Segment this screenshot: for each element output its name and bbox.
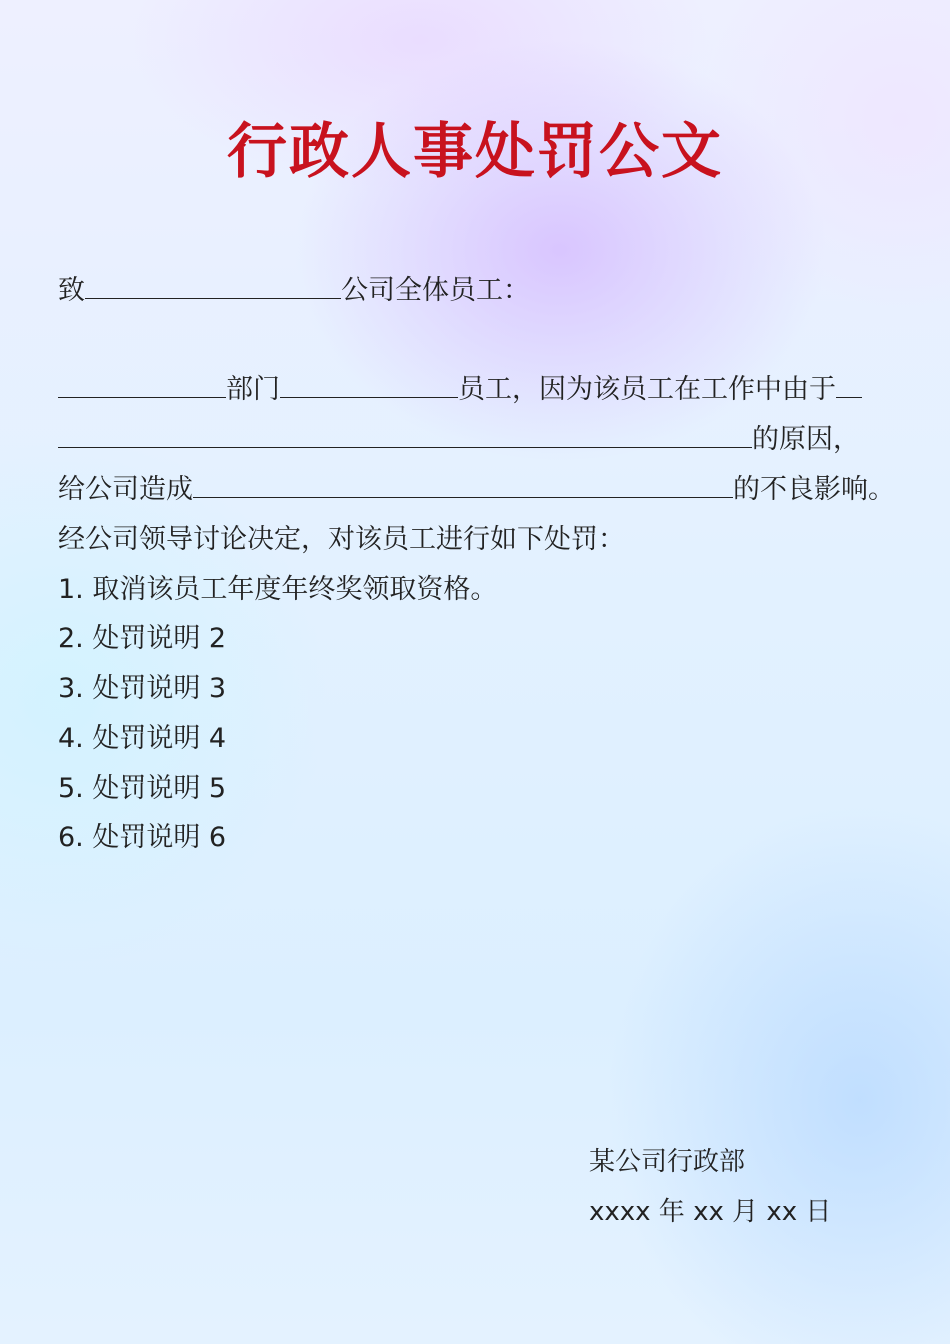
company-name-blank[interactable] xyxy=(85,274,341,299)
department-label: 部门 xyxy=(226,374,280,405)
signature-date: xxxx 年 xx 月 xx 日 xyxy=(589,1197,832,1227)
impact-blank[interactable] xyxy=(193,473,733,498)
penalty-item: 2. 处罚说明 2 xyxy=(58,623,227,654)
reason-suffix: 的原因， xyxy=(752,424,860,455)
salutation-prefix: 致 xyxy=(58,275,85,306)
penalty-item: 3. 处罚说明 3 xyxy=(58,673,227,704)
penalty-item: 4. 处罚说明 4 xyxy=(58,723,227,754)
reason-blank[interactable] xyxy=(58,423,752,448)
impact-prefix: 给公司造成 xyxy=(58,474,193,505)
body-line-1 xyxy=(58,372,862,408)
decision-line: 经公司领导讨论决定，对该员工进行如下处罚： xyxy=(58,524,625,555)
employee-blank[interactable] xyxy=(280,373,458,398)
penalty-item: 6. 处罚说明 6 xyxy=(58,822,227,853)
body-line-3 xyxy=(58,472,895,508)
salutation-suffix: 公司全体员工： xyxy=(341,275,530,306)
body-line-2 xyxy=(58,422,860,458)
reason-blank-start[interactable] xyxy=(836,373,862,398)
penalty-item: 5. 处罚说明 5 xyxy=(58,773,227,804)
salutation-line xyxy=(58,273,530,309)
impact-suffix: 的不良影响。 xyxy=(733,474,895,505)
penalty-item: 1. 取消该员工年度年终奖领取资格。 xyxy=(58,574,498,605)
signature-department: 某公司行政部 xyxy=(589,1147,746,1177)
department-blank[interactable] xyxy=(58,373,226,398)
employee-label: 员工，因为该员工在工作中由于 xyxy=(458,374,836,405)
document-title: 行政人事处罚公文 xyxy=(227,117,723,187)
